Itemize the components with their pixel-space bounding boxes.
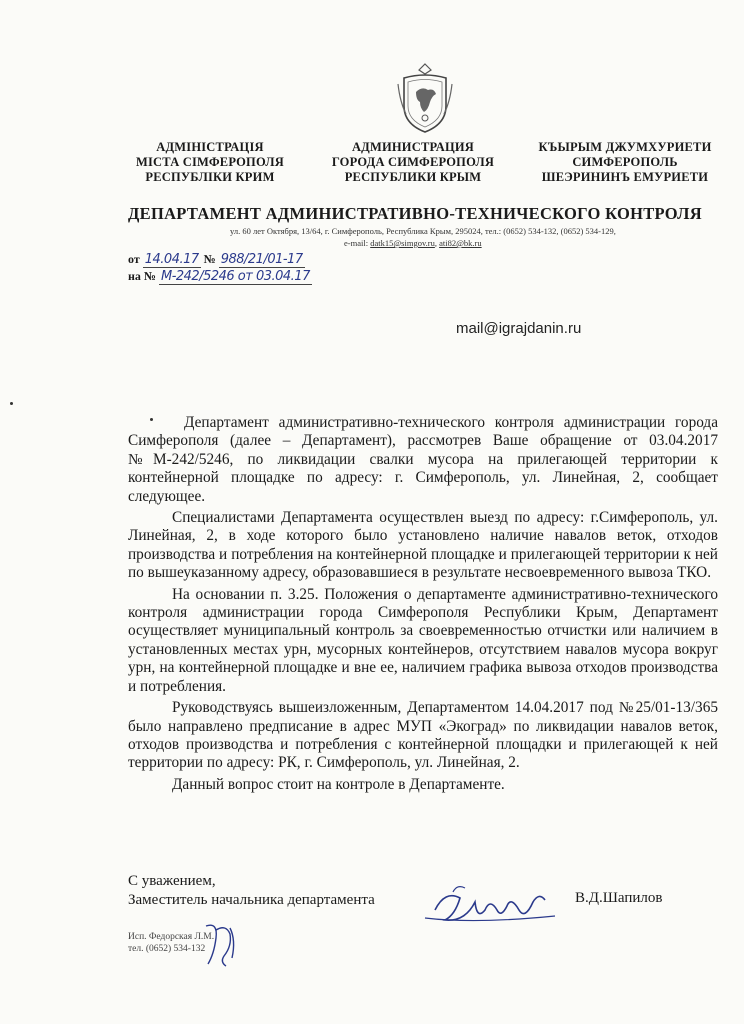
- signer-name: В.Д.Шапилов: [575, 890, 663, 906]
- email-link-2[interactable]: ati82@bk.ru: [439, 238, 482, 248]
- scan-speck: [10, 402, 13, 405]
- executor-phone: тел. (0652) 534-132: [128, 944, 206, 954]
- incoming-reference: на № М-242/5246 от 03.04.17: [128, 269, 310, 284]
- regards: С уважением,: [128, 873, 216, 889]
- letter-body: [128, 414, 718, 797]
- header-crimean-tatar: КЪЫРЫМ ДЖУМХУРИЕТИ СИМФЕРОПОЛЬ ШЕЭРИНИНЪ ЕМУРИЕТИ: [538, 140, 712, 184]
- address-line: ул. 60 лет Октября, 13/64, г. Симферополь, Республика Крым, 295024, тел.: (0652) 534-132, (0652) 534-129,: [230, 226, 616, 236]
- email-link-1[interactable]: datk15@simgov.ru: [370, 238, 435, 248]
- paragraph-2: Специалистами Департамента осуществлен выезд по адресу: г.Симферополь, ул. Линейная, 2, в ходе которого было установлено наличие навалов веток, отходов производства и потребления на контейнерной площадке и прилегающей территории к ней по вышеуказанному адресу, образовавшиеся в результате несвоевременного вывоза ТКО.: [128, 509, 718, 582]
- signature-icon: [415, 880, 565, 930]
- outgoing-date: 14.04.17: [144, 252, 199, 267]
- recipient-email: mail@igrajdanin.ru: [456, 320, 582, 337]
- paragraph-4: Руководствуясь вышеизложенным, Департаментом 14.04.2017 под №25/01-13/365 было направлено предписание в адрес МУП «Экоград» по ликвидации навалов веток, отходов производства и потребления с контейнерной площадки и прилегающей к ней территории по адресу: РК, г. Симферополь, ул. Линейная, 2.: [128, 699, 718, 772]
- initials-mark-icon: [196, 920, 246, 968]
- department-title: ДЕПАРТАМЕНТ АДМИНИСТРАТИВНО-ТЕХНИЧЕСКОГО КОНТРОЛЯ: [128, 204, 702, 223]
- outgoing-reference: от 14.04.17 № 988/21/01-17: [128, 252, 303, 267]
- email-line: e-mail: datk15@simgov.ru, ati82@bk.ru: [344, 238, 482, 248]
- outgoing-number: 988/21/01-17: [220, 252, 303, 267]
- paragraph-5: Данный вопрос стоит на контроле в Департаменте.: [172, 775, 505, 793]
- crimea-coat-of-arms-icon: [396, 62, 454, 134]
- executor-name: Исп. Федорская Л.М.: [128, 932, 215, 942]
- header-russian: АДМИНИСТРАЦИЯ ГОРОДА СИМФЕРОПОЛЯ РЕСПУБЛИКИ КРЫМ: [331, 140, 495, 184]
- paragraph-1: Департамент административно-технического контроля администрации города Симферополя (далее – Департамент), рассмотрев Ваше обращение от 03.04.2017 №М-242/5246, по ликвидации свалки мусора на прилегающей территории к контейнерной площадке по адресу: г. Симферополь, ул. Линейная, 2, сообщает следующее.: [128, 414, 718, 505]
- closing-block: [128, 872, 375, 909]
- paragraph-3: На основании п. 3.25. Положения о департаменте административно-технического контроля администрации города Симферополя Республики Крым, Департамент осуществляет муниципальный контроль за своевременностью отчистки или наличием в установленных местах урн, мусорных контейнеров, отсутствием навалов мусора вокруг урн, на контейнерной площадке и вне ее, наличием графика вывоза отходов производства и потребления.: [128, 585, 718, 695]
- scan-speck: [150, 418, 153, 421]
- incoming-number: М-242/5246 от 03.04.17: [160, 269, 310, 284]
- signer-position: Заместитель начальника департамента: [128, 891, 375, 908]
- header-ukrainian: АДМІНІСТРАЦІЯ МІСТА СІМФЕРОПОЛЯ РЕСПУБЛІКИ КРИМ: [135, 140, 284, 184]
